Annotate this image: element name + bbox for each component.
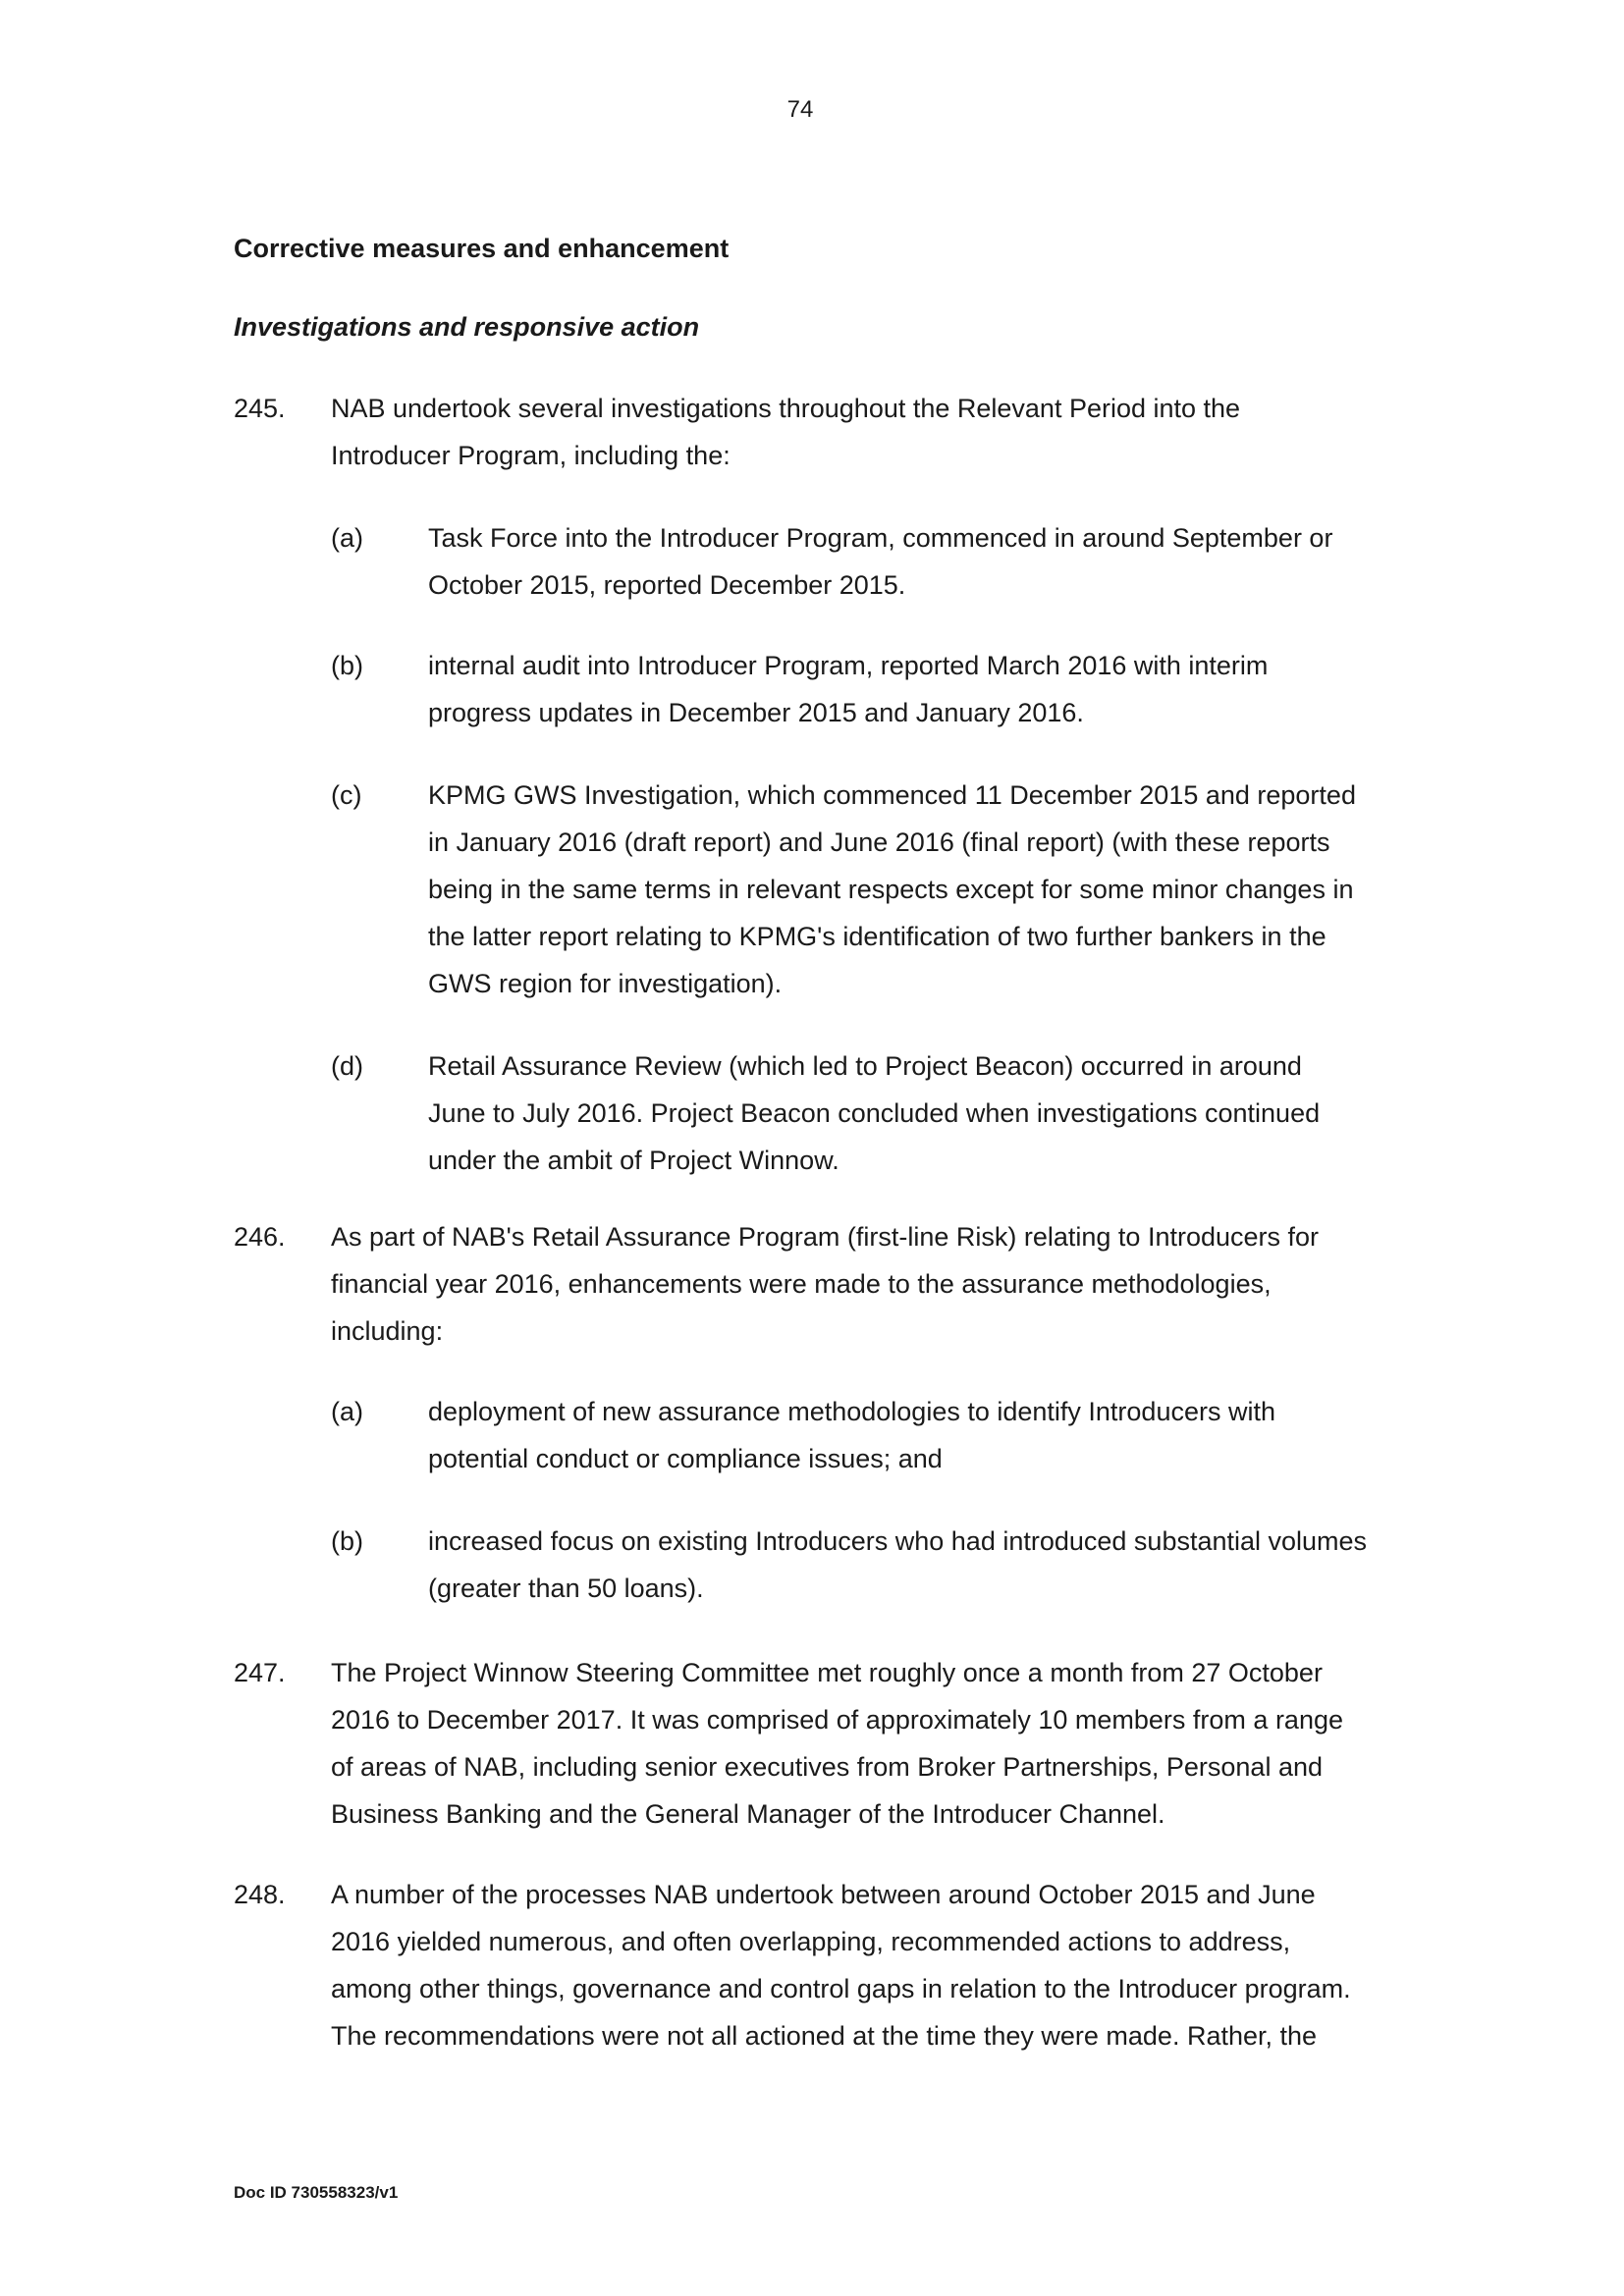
item-label: (c): [331, 780, 362, 810]
paragraph-number: 245.: [234, 394, 286, 423]
item-text: internal audit into Introducer Program, reported March 2016 with interim progress updates in December 2015 and January 2016.: [428, 651, 1269, 727]
paragraph-text: NAB undertook several investigations throughout the Relevant Period into the Introducer Program, including the:: [331, 394, 1241, 470]
item-label: (b): [331, 651, 363, 680]
item-text: KPMG GWS Investigation, which commenced 11 December 2015 and reported in January 2016 (draft report) and June 2016 (final report) (with these reports being in the same terms in relevant respects except for some minor changes in the latter report relating to KPMG's identification of two further bankers in the GWS region for investigation).: [428, 780, 1356, 998]
sub-heading: Investigations and responsive action: [234, 312, 700, 342]
item-label: (b): [331, 1526, 363, 1556]
paragraph-text: A number of the processes NAB undertook between around October 2015 and June 2016 yielded numerous, and often overlapping, recommended actions to address, among other things, governance and control gaps in relation to the Introducer program. The recommendations were not all actioned at the time they were made. Rather, the: [331, 1880, 1351, 2051]
page-number: 74: [786, 96, 814, 123]
item-text: increased focus on existing Introducers who had introduced substantial volumes (greater than 50 loans).: [428, 1526, 1368, 1603]
document-id-footer: Doc ID 730558323/v1: [234, 2183, 399, 2202]
paragraph-text: As part of NAB's Retail Assurance Program (first-line Risk) relating to Introducers for financial year 2016, enhancements were made to the assurance methodologies, including:: [331, 1222, 1320, 1346]
section-heading: Corrective measures and enhancement: [234, 234, 730, 263]
item-text: Retail Assurance Review (which led to Project Beacon) occurred in around June to July 2016. Project Beacon concluded when investigations continued under the ambit of Project Winnow.: [428, 1051, 1321, 1175]
paragraph-number: 246.: [234, 1222, 286, 1252]
item-text: deployment of new assurance methodologies to identify Introducers with potential conduct or compliance issues; and: [428, 1397, 1275, 1473]
item-label: (d): [331, 1051, 363, 1081]
item-label: (a): [331, 523, 363, 553]
item-label: (a): [331, 1397, 363, 1426]
item-text: Task Force into the Introducer Program, commenced in around September or October 2015, reported December 2015.: [428, 523, 1333, 600]
paragraph-text: The Project Winnow Steering Committee met roughly once a month from 27 October 2016 to December 2017. It was comprised of approximately 10 members from a range of areas of NAB, including senior executives from Broker Partnerships, Personal and Business Banking and the General Manager of the Introducer Channel.: [331, 1658, 1343, 1829]
paragraph-number: 247.: [234, 1658, 286, 1687]
paragraph-number: 248.: [234, 1880, 286, 1909]
